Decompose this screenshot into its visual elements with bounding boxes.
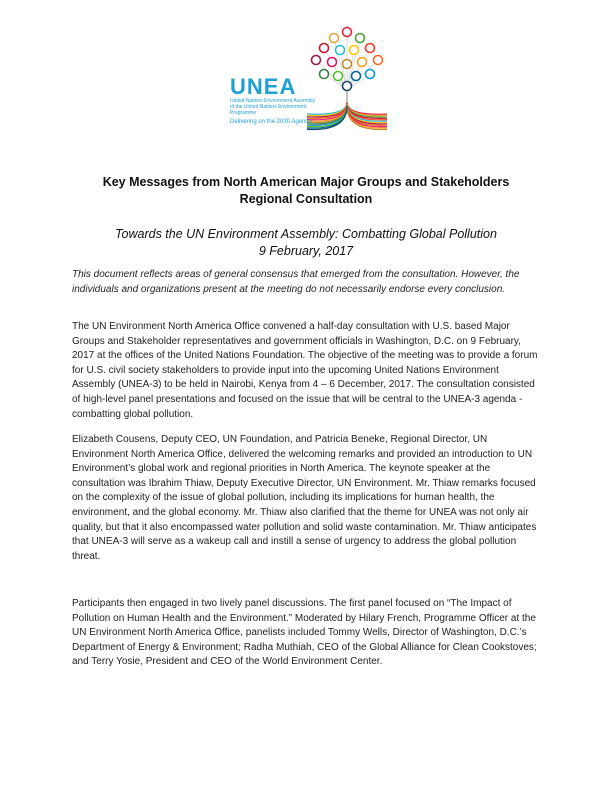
- logo-wordmark: UNEA: [230, 74, 297, 99]
- sdg-circle: [356, 34, 365, 43]
- sdg-circle: [328, 58, 337, 67]
- disclaimer-paragraph: This document reflects areas of general consensus that emerged from the consultation. However, the individuals and organizations present at the meeting do not necessarily endorse every conclusion.: [72, 269, 520, 295]
- subtitle-date: 9 February, 2017: [258, 244, 354, 258]
- sdg-circle: [330, 34, 339, 43]
- sdg-circle: [343, 82, 352, 91]
- sdg-circle: [374, 56, 383, 65]
- title-line-1: Key Messages from North American Major Groups and Stakeholders: [102, 175, 510, 189]
- logo-subtitle: United Nations Environment Assembly of the United Nations Environment Programme: [230, 98, 316, 116]
- sdg-circle: [358, 58, 367, 67]
- sdg-circle: [350, 46, 359, 55]
- sdg-circle: [320, 44, 329, 53]
- document-title: [0, 174, 612, 208]
- title-line-2: Regional Consultation: [239, 192, 373, 206]
- sdg-circle: [334, 72, 343, 81]
- sdg-circle: [320, 70, 329, 79]
- unea-logo: [212, 24, 392, 134]
- document-subtitle: [0, 226, 612, 260]
- panel-paragraph: Participants then engaged in two lively panel discussions. The first panel focused on “The Impact of Pollution on Human Health and the Environment.” Moderated by Hilary French, Programme Officer at the UN Environment North America Office, panelists included Tommy Wells, Director of Washington, D.C.’s Department of Energy & Environment; Radha Muthiah, CEO of the Global Alliance for Clean Cookstoves; and Terry Yosie, President and CEO of the World Environment Center.: [72, 598, 537, 668]
- subtitle-line-1: Towards the UN Environment Assembly: Combatting Global Pollution: [115, 227, 497, 241]
- sdg-circle: [366, 44, 375, 53]
- logo-tagline: Delivering on the 2030 Agenda: [230, 119, 313, 125]
- sdg-circle: [336, 46, 345, 55]
- sdg-circle: [366, 70, 375, 79]
- sdg-circle: [312, 56, 321, 65]
- remarks-paragraph: Elizabeth Cousens, Deputy CEO, UN Foundation, and Patricia Beneke, Regional Director, UN Environment North America Office, delivered the welcoming remarks and provided an introduction to UN Environment’s global work and regional priorities in North America. The keynote speaker at the consultation was Ibrahim Thiaw, Deputy Executive Director, UN Environment. Mr. Thiaw remarks focused on the complexity of the issue of global pollution, including its implications for human health, the environment, and the global economy. Mr. Thiaw also clarified that the theme for UNEA was not only air quality, but that it also encompassed water pollution and solid waste contamination. Mr. Thiaw anticipates that UNEA-3 will serve as a wakeup call and instill a sense of urgency to address the global pollution threat.: [72, 434, 537, 562]
- sdg-circle: [343, 28, 352, 37]
- intro-paragraph: The UN Environment North America Office convened a half-day consultation with U.S. based Major Groups and Stakeholder representatives and government officials in Washington, D.C. on 9 February, 2017 at the offices of the United Nations Foundation. The objective of the meeting was to provide a forum for U.S. civil society stakeholders to provide input into the upcoming United Nations Environment Assembly (UNEA-3) to be held in Nairobi, Kenya from 4 – 6 December, 2017. The consultation consisted of high-level panel presentations and focused on the issue that will be central to the UNEA-3 agenda - combatting global pollution.: [72, 321, 538, 420]
- sdg-circle: [343, 60, 352, 69]
- logo-text: [230, 76, 320, 126]
- sdg-circle: [352, 72, 361, 81]
